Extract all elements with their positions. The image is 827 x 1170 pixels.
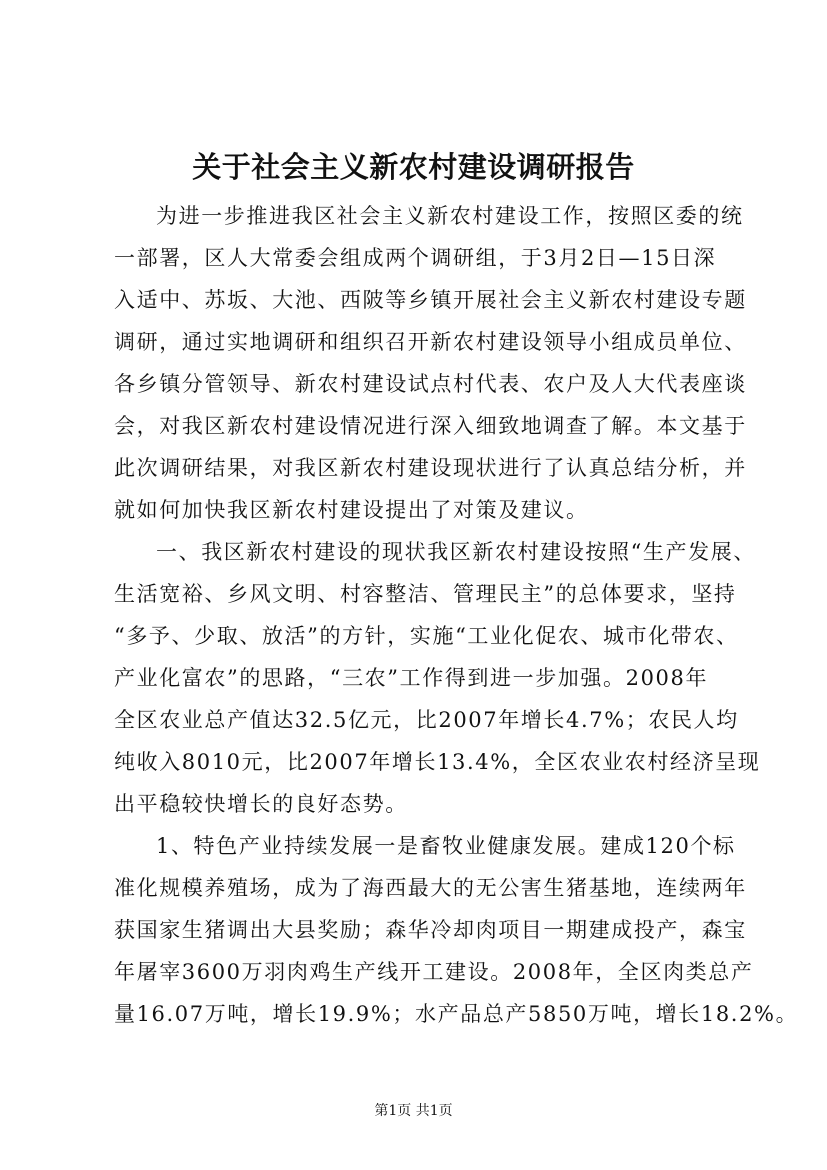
paragraph-line: 入适中、苏坂、大池、西陂等乡镇开展社会主义新农村建设专题 [114, 288, 747, 312]
paragraph-line: “多予、少取、放活”的方针，实施“工业化促农、城市化带农、 [114, 624, 739, 648]
paragraph-line: 出平稳较快增长的良好态势。 [114, 792, 408, 816]
paragraph-line: 获国家生猪调出大县奖励；森华冷却肉项目一期建成投产，森宝 [114, 918, 747, 942]
paragraph-line: 就如何加快我区新农村建设提出了对策及建议。 [114, 498, 589, 522]
paragraph-line: 量16.07万吨，增长19.9%；水产品总产5850万吨，增长18.2%。 [114, 1002, 799, 1026]
paragraph-line: 1、特色产业持续发展一是畜牧业健康发展。建成120个标 [156, 834, 736, 858]
paragraph-line: 此次调研结果，对我区新农村建设现状进行了认真总结分析，并 [114, 456, 747, 480]
paragraph-line: 产业化富农”的思路，“三农”工作得到进一步加强。2008年 [114, 666, 709, 690]
paragraph-line: 一部署，区人大常委会组成两个调研组，于3月2日—15日深 [114, 246, 717, 270]
paragraph-line: 各乡镇分管领导、新农村建设试点村代表、农户及人大代表座谈 [114, 372, 747, 396]
paragraph-line: 为进一步推进我区社会主义新农村建设工作，按照区委的统 [156, 204, 744, 228]
paragraph-line: 会，对我区新农村建设情况进行深入细致地调查了解。本文基于 [114, 414, 747, 438]
document-title: 关于社会主义新农村建设调研报告 [192, 150, 635, 184]
paragraph-line: 年屠宰3600万羽肉鸡生产线开工建设。2008年，全区肉类总产 [114, 960, 754, 984]
paragraph-line: 生活宽裕、乡风文明、村容整洁、管理民主”的总体要求，坚持 [114, 582, 737, 606]
paragraph-line: 调研，通过实地调研和组织召开新农村建设领导小组成员单位、 [114, 330, 747, 354]
paragraph-line: 一、我区新农村建设的现状我区新农村建设按照“生产发展、 [156, 540, 756, 564]
paragraph-line: 纯收入8010元，比2007年增长13.4%，全区农业农村经济呈现 [114, 750, 761, 774]
paragraph-line: 全区农业总产值达32.5亿元，比2007年增长4.7%；农民人均 [114, 708, 739, 732]
paragraph-line: 准化规模养殖场，成为了海西最大的无公害生猪基地，连续两年 [114, 876, 747, 900]
page-number: 第1页 共1页 [374, 1103, 453, 1119]
